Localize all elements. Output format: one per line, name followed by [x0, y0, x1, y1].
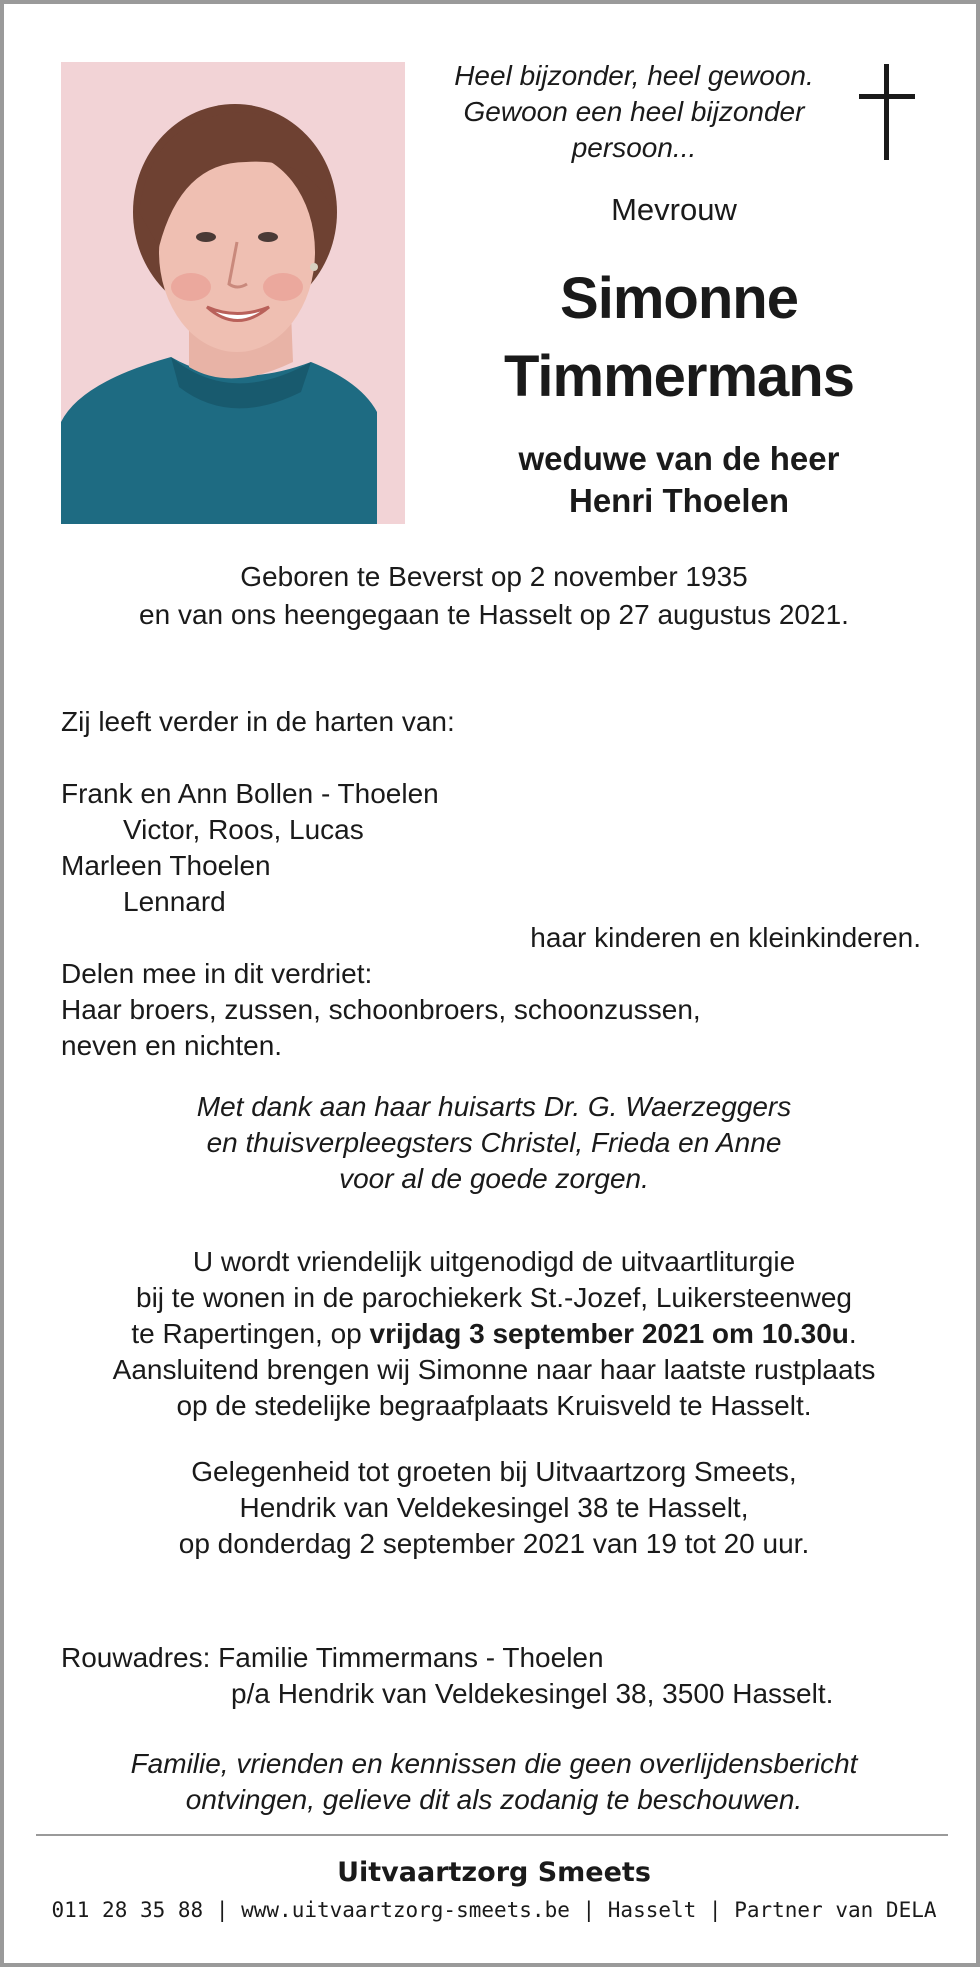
- cross-icon: [859, 64, 915, 164]
- spouse-info: [444, 438, 914, 522]
- notice-line: Familie, vrienden en kennissen die geen overlijdensbericht: [130, 1748, 858, 1779]
- notice-line: ontvingen, gelieve dit als zodanig te beschouwen.: [185, 1784, 803, 1815]
- address-line: Rouwadres: Familie Timmermans - Thoelen: [61, 1642, 604, 1673]
- share-intro: Delen mee in dit verdriet:: [61, 958, 373, 989]
- thanks-line: Met dank aan haar huisarts Dr. G. Waerzeggers: [196, 1091, 792, 1122]
- deceased-name: [444, 260, 914, 416]
- family-section: [61, 704, 931, 1064]
- spouse-name: Henri Thoelen: [568, 482, 790, 519]
- mourning-address: [61, 1640, 931, 1712]
- birth-line: Geboren te Beverst op 2 november 1935: [240, 561, 748, 592]
- funeral-line: [44, 1316, 944, 1352]
- first-name: Simonne: [560, 266, 798, 331]
- visitation-info: [44, 1454, 944, 1562]
- closing-notice: [44, 1746, 944, 1818]
- funeral-location-text: te Rapertingen, op: [131, 1318, 370, 1349]
- portrait-illustration: [61, 62, 405, 524]
- family-intro: Zij leeft verder in de harten van:: [61, 706, 455, 737]
- undertaker-contact: 011 28 35 88 | www.uitvaartzorg-smeets.be | Hasselt | Partner van DELA: [51, 1898, 937, 1922]
- share-line: Haar broers, zussen, schoonbroers, schoonzussen,: [61, 994, 701, 1025]
- thanks-line: voor al de goede zorgen.: [339, 1163, 649, 1194]
- family-relation: haar kinderen en kleinkinderen.: [530, 922, 921, 953]
- thanks-line: en thuisverpleegsters Christel, Frieda en Anne: [206, 1127, 782, 1158]
- quote-line: Heel bijzonder, heel gewoon.: [454, 60, 814, 91]
- visit-line: Gelegenheid tot groeten bij Uitvaartzorg Smeets,: [191, 1456, 797, 1487]
- last-name: Timmermans: [504, 344, 854, 409]
- funeral-line: Aansluitend brengen wij Simonne naar haar laatste rustplaats: [112, 1354, 876, 1385]
- honorific: Mevrouw: [611, 192, 737, 227]
- visit-line: op donderdag 2 september 2021 van 19 tot 20 uur.: [178, 1528, 810, 1559]
- undertaker-name: Uitvaartzorg Smeets: [337, 1857, 651, 1888]
- birth-death-info: [44, 558, 944, 634]
- funeral-line: bij te wonen in de parochiekerk St.-Jozef, Luikersteenweg: [136, 1282, 852, 1313]
- child-name: Marleen Thoelen: [61, 850, 271, 881]
- funeral-line: U wordt vriendelijk uitgenodigd de uitvaartliturgie: [192, 1246, 796, 1277]
- visit-line: Hendrik van Veldekesingel 38 te Hasselt,: [239, 1492, 749, 1523]
- footer-divider: [36, 1834, 948, 1836]
- portrait-photo: [61, 62, 405, 524]
- funeral-period: .: [848, 1318, 857, 1349]
- thanks-note: [44, 1089, 944, 1197]
- quote-line: persoon...: [571, 132, 697, 163]
- grandchildren-names: Victor, Roos, Lucas: [123, 814, 364, 845]
- share-line: neven en nichten.: [61, 1030, 283, 1061]
- child-name: Frank en Ann Bollen - Thoelen: [61, 778, 439, 809]
- grandchildren-names: Lennard: [123, 886, 226, 917]
- spacer: [61, 740, 931, 776]
- funeral-datetime: vrijdag 3 september 2021 om 10.30u: [369, 1318, 849, 1349]
- quote-line: Gewoon een heel bijzonder: [463, 96, 805, 127]
- funeral-invitation: [44, 1244, 944, 1424]
- opening-quote: [414, 58, 854, 166]
- address-line: p/a Hendrik van Veldekesingel 38, 3500 Hasselt.: [231, 1678, 834, 1709]
- funeral-line: op de stedelijke begraafplaats Kruisveld te Hasselt.: [176, 1390, 812, 1421]
- spouse-relation: weduwe van de heer: [518, 440, 840, 477]
- death-line: en van ons heengegaan te Hasselt op 27 augustus 2021.: [139, 599, 849, 630]
